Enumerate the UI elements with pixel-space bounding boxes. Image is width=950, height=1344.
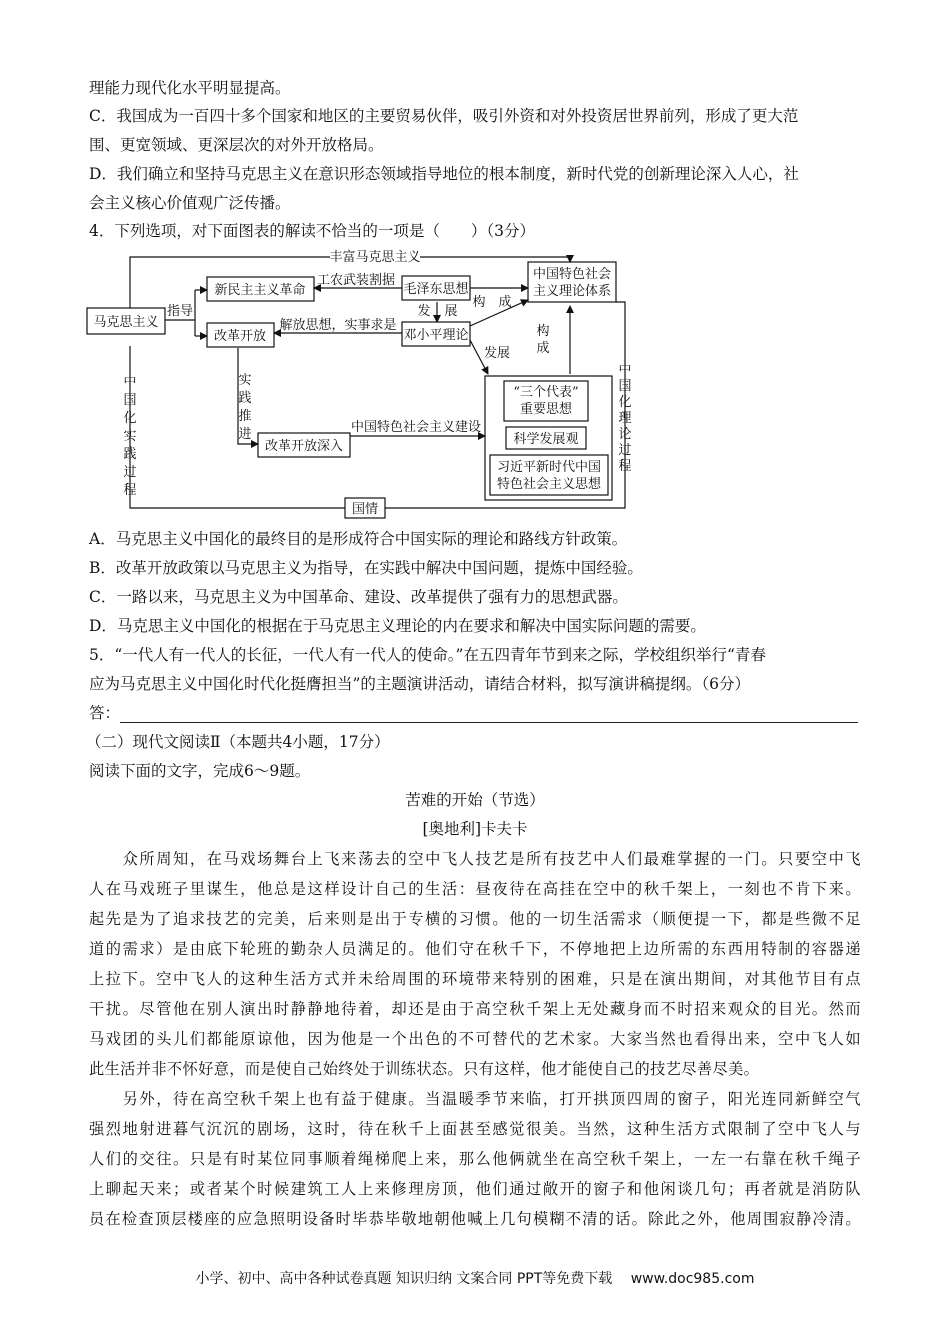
article-title: 苦难的开始（节选） bbox=[405, 791, 545, 809]
label-sinicization-practice-process: 中国化实践过程 bbox=[123, 375, 137, 498]
box-theory-system-line2: 主义理论体系 bbox=[532, 284, 612, 299]
paragraph-1-line: 上拉下。空中飞人的这种生活方式并未给周围的环境带来特别的困难，只是在演出期间，对其他节目有点 bbox=[89, 970, 861, 988]
paragraph-2-line: 人们的交往。只是有时某位同事顺着绳梯爬上来，那么他俩就坐在高空秋千架上，一左一右靠在秋千绳子 bbox=[89, 1150, 861, 1168]
section-2-instruction: 阅读下面的文字，完成6～9题。 bbox=[89, 762, 311, 780]
question-4-option-a: A．马克思主义中国化的最终目的是形成符合中国实际的理论和路线方针政策。 bbox=[89, 530, 628, 548]
question-4-stem: 4．下列选项，对下面图表的解读不恰当的一项是（ ）（3分） bbox=[89, 222, 535, 240]
box-new-democratic-revolution: 新民主主义革命 bbox=[214, 283, 306, 298]
box-three-represents-line2: 重要思想 bbox=[519, 402, 573, 417]
label-emancipate-mind: 解放思想，实事求是 bbox=[279, 318, 397, 333]
option-c-line1: C．我国成为一百四十多个国家和地区的主要贸易伙伴，吸引外资和对外投资居世界前列，形成了更大范 bbox=[89, 107, 799, 125]
page-footer: 小学、初中、高中各种试卷真题 知识归纳 文案合同 PPT等免费下载 www.doc985.com bbox=[195, 1271, 755, 1287]
box-deng-theory: 邓小平理论 bbox=[403, 328, 469, 343]
paragraph-1-line: 道的需求）是由底下轮班的勤杂人员满足的。他们守在秋千下，不停地把上边所需的东西用特制的容器递 bbox=[89, 940, 861, 958]
question-4-option-b: B．改革开放政策以马克思主义为指导，在实践中解决中国问题，提炼中国经验。 bbox=[89, 559, 643, 577]
article-author: [奥地利]卡夫卡 bbox=[422, 820, 528, 838]
box-reform-opening: 改革开放 bbox=[213, 329, 267, 344]
label-develop: 发展 bbox=[483, 346, 511, 361]
option-b-continuation: 理能力现代化水平明显提高。 bbox=[89, 79, 291, 97]
paragraph-2-line: 上聊起天来；或者某个时候建筑工人上来修理房顶，他们通过敞开的窗子和他闲谈几句；再者就是消防队 bbox=[89, 1180, 861, 1198]
paragraph-2-line: 强烈地射进暮气沉沉的剧场，这时，待在秋千上面甚至感觉很美。当然，这种生活方式限制了空中飞人与 bbox=[89, 1120, 861, 1138]
option-d-line1: D．我们确立和坚持马克思主义在意识形态领域指导地位的根本制度，新时代党的创新理论深入人心，社 bbox=[89, 165, 799, 183]
box-deepening-reform: 改革开放深入 bbox=[264, 439, 344, 454]
box-mao-thought: 毛泽东思想 bbox=[403, 282, 469, 297]
label-guide: 指导 bbox=[166, 304, 194, 319]
paragraph-1-line: 此生活并非不怀好意，而是使自己始终处于训练状态。只有这样，他才能使自己的技艺尽善尽美。 bbox=[89, 1060, 760, 1078]
question-5-line2: 应为马克思主义中国化时代化挺膺担当”的主题演讲活动，请结合材料，拟写演讲稿提纲。（6分） bbox=[89, 675, 751, 693]
question-4-option-c: C．一路以来，马克思主义为中国革命、建设、改革提供了强有力的思想武器。 bbox=[89, 588, 628, 606]
paragraph-1-line: 众所周知，在马戏场舞台上飞来荡去的空中飞人技艺是所有技艺中人们最难掌握的一门。只要空中飞 bbox=[89, 850, 861, 868]
question-4-option-d: D．马克思主义中国化的根据在于马克思主义理论的内在要求和解决中国实际问题的需要。 bbox=[89, 617, 706, 635]
box-theory-system-line1: 中国特色社会 bbox=[532, 267, 612, 282]
paragraph-1-line: 马戏团的头儿们都能原谅他，因为他是一个出色的不可替代的艺术家。大家当然也看得出来，空中飞人如 bbox=[89, 1030, 861, 1048]
box-three-represents-line1: “三个代表” bbox=[513, 385, 579, 400]
paragraph-1-line: 干扰。尽管他在别人演出时静静地待着，却还是由于高空秋千架上无处藏身而不时招来观众的目光。然而 bbox=[89, 1000, 861, 1018]
box-marxism: 马克思主义 bbox=[93, 315, 159, 330]
answer-label: 答： bbox=[89, 704, 121, 722]
paragraph-2-line: 另外，待在高空秋千架上也有益于健康。当温暖季节来临，打开拱顶四周的窗子，阳光连同新鲜空气 bbox=[89, 1090, 861, 1108]
label-armed-separatism: 工农武装割据 bbox=[316, 273, 396, 288]
box-xi-thought-line2: 特色社会主义思想 bbox=[496, 477, 602, 492]
label-practice-advance: 实践推进 bbox=[238, 373, 252, 442]
label-enrich-marxism: 丰富马克思主义 bbox=[329, 250, 421, 265]
paragraph-1-line: 起先是为了追求技艺的完美，后来则是出于专横的习惯。他的一切生活需求（顺便提一下，都是些微不足 bbox=[89, 910, 861, 928]
option-d-line2: 会主义核心价值观广泛传播。 bbox=[89, 194, 291, 212]
answer-line[interactable] bbox=[120, 722, 858, 723]
question-5-line1: 5．“一代人有一代人的长征，一代人有一代人的使命。”在五四青年节到来之际，学校组织举行“青春 bbox=[89, 646, 766, 664]
paragraph-1-line: 人在马戏班子里谋生，他总是这样设计自己的生活：昼夜待在高挂在空中的秋千架上，一刻也不肯下来。 bbox=[89, 880, 861, 898]
label-constitute-1: 构 成 bbox=[472, 295, 512, 310]
label-constitute-2: 构成 bbox=[536, 324, 550, 356]
box-scientific-outlook: 科学发展观 bbox=[513, 432, 579, 447]
box-national-conditions: 国情 bbox=[351, 502, 379, 517]
marxism-sinicization-diagram bbox=[80, 244, 640, 520]
paragraph-2-line: 员在检查顶层楼座的应急照明设备时毕恭毕敬地朝他喊上几句模糊不清的话。除此之外，他周围寂静冷清。 bbox=[89, 1210, 861, 1228]
option-c-line2: 围、更宽领域、更深层次的对外开放格局。 bbox=[89, 136, 384, 154]
label-sinicization-theory-process: 中国化理论过程 bbox=[618, 363, 632, 474]
label-zhan: 展 bbox=[444, 304, 458, 319]
label-socialist-construction: 中国特色社会主义建设 bbox=[350, 420, 482, 435]
label-fa: 发 bbox=[417, 304, 431, 319]
section-2-header: （二）现代文阅读Ⅱ（本题共4小题，17分） bbox=[86, 733, 390, 751]
box-xi-thought-line1: 习近平新时代中国 bbox=[496, 460, 602, 475]
